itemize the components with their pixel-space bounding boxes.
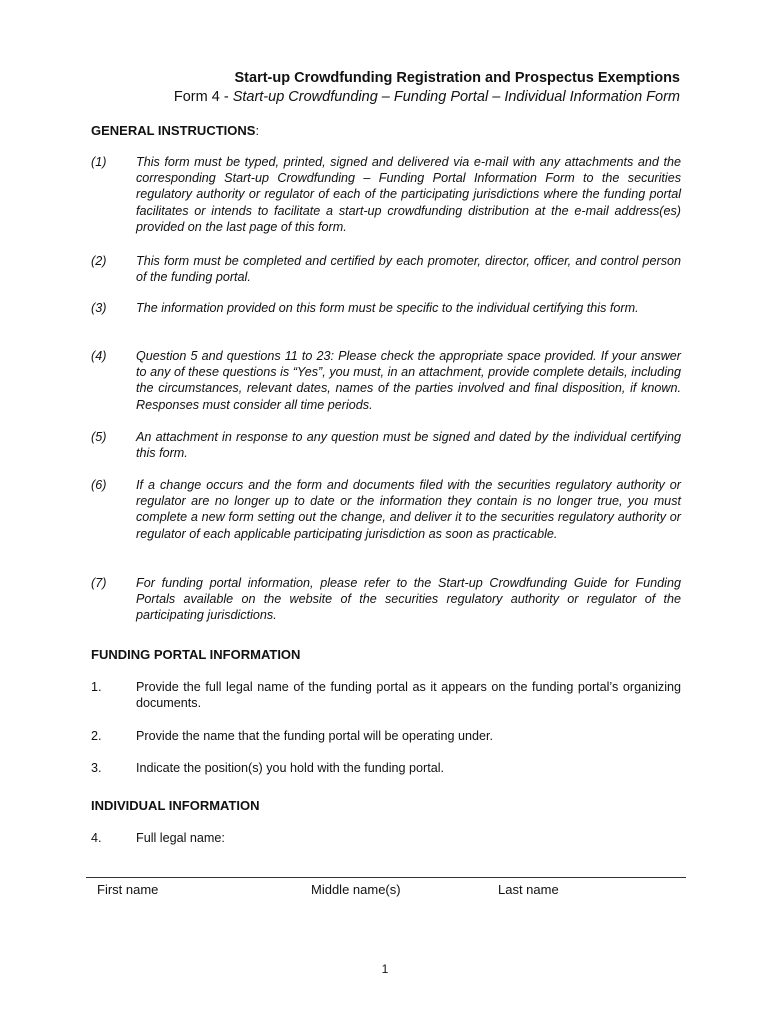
last-name-label: Last name xyxy=(498,882,559,897)
instruction-text: Question 5 and questions 11 to 23: Please check the appropriate space provided. If your answer to any of these questions is “Yes”, you must, in an attachment, provide complete details, including the circumstances, relevant dates, names of the parties involved and final disposition, if known. Responses must consider all time periods. xyxy=(136,349,681,412)
question-number: 2. xyxy=(91,729,102,743)
question-4 xyxy=(91,830,681,846)
question-text: Full legal name: xyxy=(136,831,225,845)
question-2 xyxy=(91,728,681,744)
heading-colon: : xyxy=(255,123,260,138)
question-text: Provide the name that the funding portal will be operating under. xyxy=(136,729,494,743)
individual-information-heading: INDIVIDUAL INFORMATION xyxy=(91,798,260,813)
form-subtitle xyxy=(174,89,680,105)
first-name-label: First name xyxy=(97,882,159,897)
instruction-text: This form must be typed, printed, signed and delivered via e-mail with any attachments and the corresponding Start-up Crowdfunding – Funding Portal Information Form to the securities regulatory authority or regulator of each of the participating jurisdictions where the funding portal facilitates or intends to facilitate a start-up crowdfunding distribution at the e-mail address(es) provided on the last page of this form. xyxy=(136,155,681,234)
general-instructions-heading xyxy=(91,123,259,138)
instruction-text: This form must be completed and certified by each promoter, director, officer, and control person of the funding portal. xyxy=(136,254,681,285)
middle-name-label: Middle name(s) xyxy=(311,882,401,897)
general-instructions-heading-text: GENERAL INSTRUCTIONS xyxy=(91,123,256,138)
funding-portal-information-heading: FUNDING PORTAL INFORMATION xyxy=(91,647,301,662)
instruction-number: (4) xyxy=(91,349,107,363)
instruction-item-1 xyxy=(91,154,681,235)
instruction-item-3 xyxy=(91,300,681,316)
instruction-text: An attachment in response to any question must be signed and dated by the individual certifying this form. xyxy=(136,430,681,461)
instruction-text: If a change occurs and the form and documents filed with the securities regulatory authority or regulator are no longer up to date or the information they contain is no longer true, you must complete a new form setting out the change, and deliver it to the securities regulatory authority or regulator of each applicable participating jurisdiction as soon as practicable. xyxy=(136,478,681,541)
instruction-number: (2) xyxy=(91,254,107,268)
instruction-number: (5) xyxy=(91,430,107,444)
instruction-number: (7) xyxy=(91,576,107,590)
instruction-text: For funding portal information, please refer to the Start-up Crowdfunding Guide for Funding Portals available on the website of the securities regulatory authority or regulator of the participating jurisdictions. xyxy=(136,576,681,623)
instruction-item-2 xyxy=(91,253,681,285)
name-entry-line xyxy=(86,877,686,878)
question-number: 3. xyxy=(91,761,102,775)
instruction-number: (3) xyxy=(91,301,107,315)
question-number: 4. xyxy=(91,831,102,845)
form-number: Form 4 - xyxy=(173,89,233,105)
instruction-item-6 xyxy=(91,477,681,542)
instruction-number: (1) xyxy=(91,155,107,169)
question-text: Indicate the position(s) you hold with the funding portal. xyxy=(136,761,445,775)
question-1 xyxy=(91,679,681,711)
instruction-item-7 xyxy=(91,575,681,624)
instruction-item-5 xyxy=(91,429,681,461)
question-text: Provide the full legal name of the funding portal as it appears on the funding portal’s organizing documents. xyxy=(136,680,681,711)
instruction-text: The information provided on this form must be specific to the individual certifying this form. xyxy=(136,301,639,315)
document-title: Start-up Crowdfunding Registration and Prospectus Exemptions xyxy=(234,70,680,86)
instruction-item-4 xyxy=(91,348,681,413)
page-number: 1 xyxy=(381,962,389,976)
instruction-number: (6) xyxy=(91,478,107,492)
form-name: Start-up Crowdfunding – Funding Portal – Individual Information Form xyxy=(232,89,680,105)
question-number: 1. xyxy=(91,680,102,694)
question-3 xyxy=(91,760,681,776)
